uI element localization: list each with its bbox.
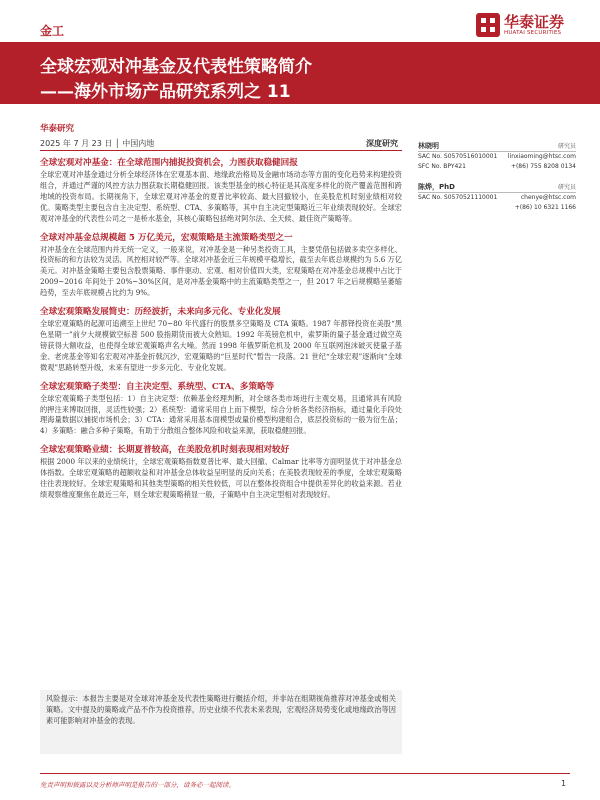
analyst-rule	[418, 151, 576, 152]
logo-text: 华泰证券	[504, 13, 565, 31]
section	[40, 380, 402, 438]
section-text: 全球宏观对冲基金通过分析全球经济体在宏观基本面、地缘政治格局及金融市场动态等方面的变化趋势来构建投资组合，并通过严谨的风控方法力图获取长期稳健回报。该类型基金的核心特征是其高度多样化的资产覆盖范围和跨地域的投资布局。长期视角下，全球宏观对冲基金的夏普比率较高、最大回撤较小，在美股危机时刻业绩相对较优。策略类型主要包含自主决定型、系统型、CTA、多策略等，其中自主决定型策略近三年业绩表现较好。全球宏观对冲基金的代表性公司之一是桥水基金，其核心策略包括绝对阿尔法、全天候、最佳资产策略等。	[40, 170, 402, 223]
section	[40, 231, 402, 300]
analyst-name: 陈烨，PhD	[418, 183, 455, 191]
huatai-logo	[476, 9, 586, 41]
section-heading: 全球对冲基金总规模超 5 万亿美元，宏观策略是主流策略类型之一	[40, 232, 293, 243]
section	[40, 443, 402, 501]
section-heading: 全球宏观策略子类型：自主决定型、系统型、CTA、多策略等	[40, 381, 275, 392]
analyst-card	[418, 141, 576, 173]
analyst-role: 研究员	[557, 143, 576, 150]
page-header	[0, 0, 600, 44]
analyst-phone: +(86) 10 6321 1166	[514, 204, 576, 211]
risk-warning-box	[40, 690, 402, 754]
huatai-logo-icon	[476, 13, 500, 37]
analyst-sfc: SFC No. BPY421	[418, 163, 466, 170]
analyst-phone: +(86) 755 8208 0134	[510, 163, 576, 170]
analyst-role: 研究员	[557, 184, 576, 191]
analyst-sac: SAC No. S0570516010001	[418, 153, 498, 160]
section-tag: 金工	[40, 24, 65, 38]
report-title: 全球宏观对冲基金及代表性策略简介	[40, 57, 312, 77]
section-heading: 全球宏观策略发展简史：历经波折，未来向多元化、专业化发展	[40, 307, 281, 318]
section	[40, 156, 402, 225]
logo-subtext: HUATAI SECURITIES	[504, 30, 562, 36]
analyst-email[interactable]: chenye@htsc.com	[520, 194, 576, 201]
risk-warning-text: 风险提示：本报告主要是对全球对冲基金及代表性策略进行概括介绍，并非站在组期视角推荐对冲基金或相关策略。文中提及的策略或产品不作为投资推荐，历史业绩不代表未来表现，宏观经济局势变化或地缘政治等因素可能影响对冲基金的表现。	[46, 694, 396, 725]
title-banner	[0, 44, 600, 104]
section-text: 全球宏观策略的起源可追溯至上世纪 70~80 年代盛行的股票多空策略及 CTA 策略。1987 年都铎投资在美股“黑色星期一”前夕大规模做空标普 500 股指期货而被大众熟知。1992 年英镑危机中，索罗斯的量子基金通过做空英镑获得大额收益，也使得全球宏观策略声名大噪。然而 1998 年俄罗斯危机及 2000 年互联网泡沫破灭使量子基金、老虎基金等知名宏观对冲基金折戟沉沙，宏观策略的“巨星时代”暂告一段落。21 世纪“全球宏观”逐渐向“全球微观”思路转型升级，未来有望进一步多元化、专业化发展。	[40, 319, 402, 372]
section-text: 全球宏观策略子类型包括：1）自主决定型：依赖基金经理判断，对全球各类市场进行主观交易，且通常具有风险的押注来博取回报，灵活性较强；2）系统型：通常采用自上而下模型，综合分析各类经济指标，通过量化手段处理海量数据以捕捉市场机会；3）CTA：通常采用基本面模型或量价模型构建组合，底层投资标的一般为衍生品；4）多策略：融合多种子策略，有助于分散组合整体风险和收益来源，获取稳健回报。	[40, 393, 402, 436]
section	[40, 305, 402, 374]
meta-rule	[40, 150, 402, 151]
footer-disclaimer: 免责声明和披露以及分析师声明是报告的一部分，请务必一起阅读。	[40, 781, 235, 789]
analyst-name: 林晓明	[418, 142, 439, 150]
section-heading: 全球宏观策略业绩：长期夏普较高，在美股危机时刻表现相对较好	[40, 445, 290, 456]
section-text: 根据 2000 年以来的业绩统计，全球宏观策略指数夏普比率、最大回撤、Calmar 比率等方面明显优于对冲基金总体指数。全球宏观策略的超额收益和对冲基金总体收益呈明显的反向关系；在美股表现较差的季度，全球宏观策略往往表现较好。全球宏观策略和其他类型策略的相关性较低，可以在整体投资组合中提供差异化的收益来源。若业绩观察维度聚焦在最近三年，则全球宏观策略稍显一般，子策略中自主决定型相对表现较好。	[40, 457, 402, 499]
analyst-email[interactable]: linxiaoming@htsc.com	[507, 153, 576, 160]
report-subtitle: ——海外市场产品研究系列之 11	[40, 82, 291, 102]
section-text: 对冲基金在全球范围内并无统一定义，一般来说，对冲基金是一种另类投资工具，主要凭借包括做多卖空多样化、投资标的和方法较为灵活、风控相对较严等。全球对冲基金近三年规模平稳增长，截至去年底总规模约为 5.6 万亿美元。对冲基金策略主要包含股票策略、事件驱动、宏观、相对价值四大类，宏观策略在对冲基金总规模中占比于 2009~2016 年间处于 20%~30%区间，是对冲基金策略中的主流策略类型之一，但 2017 年之后规模略呈萎缩趋势，至去年底规模占比约为 9%。	[40, 244, 402, 298]
analyst-sac: SAC No. S0570521110001	[418, 194, 498, 201]
report-body	[40, 156, 402, 507]
report-type: 深度研究	[366, 139, 398, 148]
report-date: 2025 年 7 月 23 日 │ 中国内地	[40, 139, 155, 148]
footer-rule	[40, 773, 570, 774]
page-number: 1	[561, 779, 567, 788]
section-heading: 全球宏观对冲基金：在全球范围内捕捉投资机会，力图获取稳健回报	[40, 158, 298, 168]
analyst-card	[418, 182, 576, 214]
analyst-rule	[418, 192, 576, 193]
org-name: 华泰研究	[40, 124, 75, 134]
